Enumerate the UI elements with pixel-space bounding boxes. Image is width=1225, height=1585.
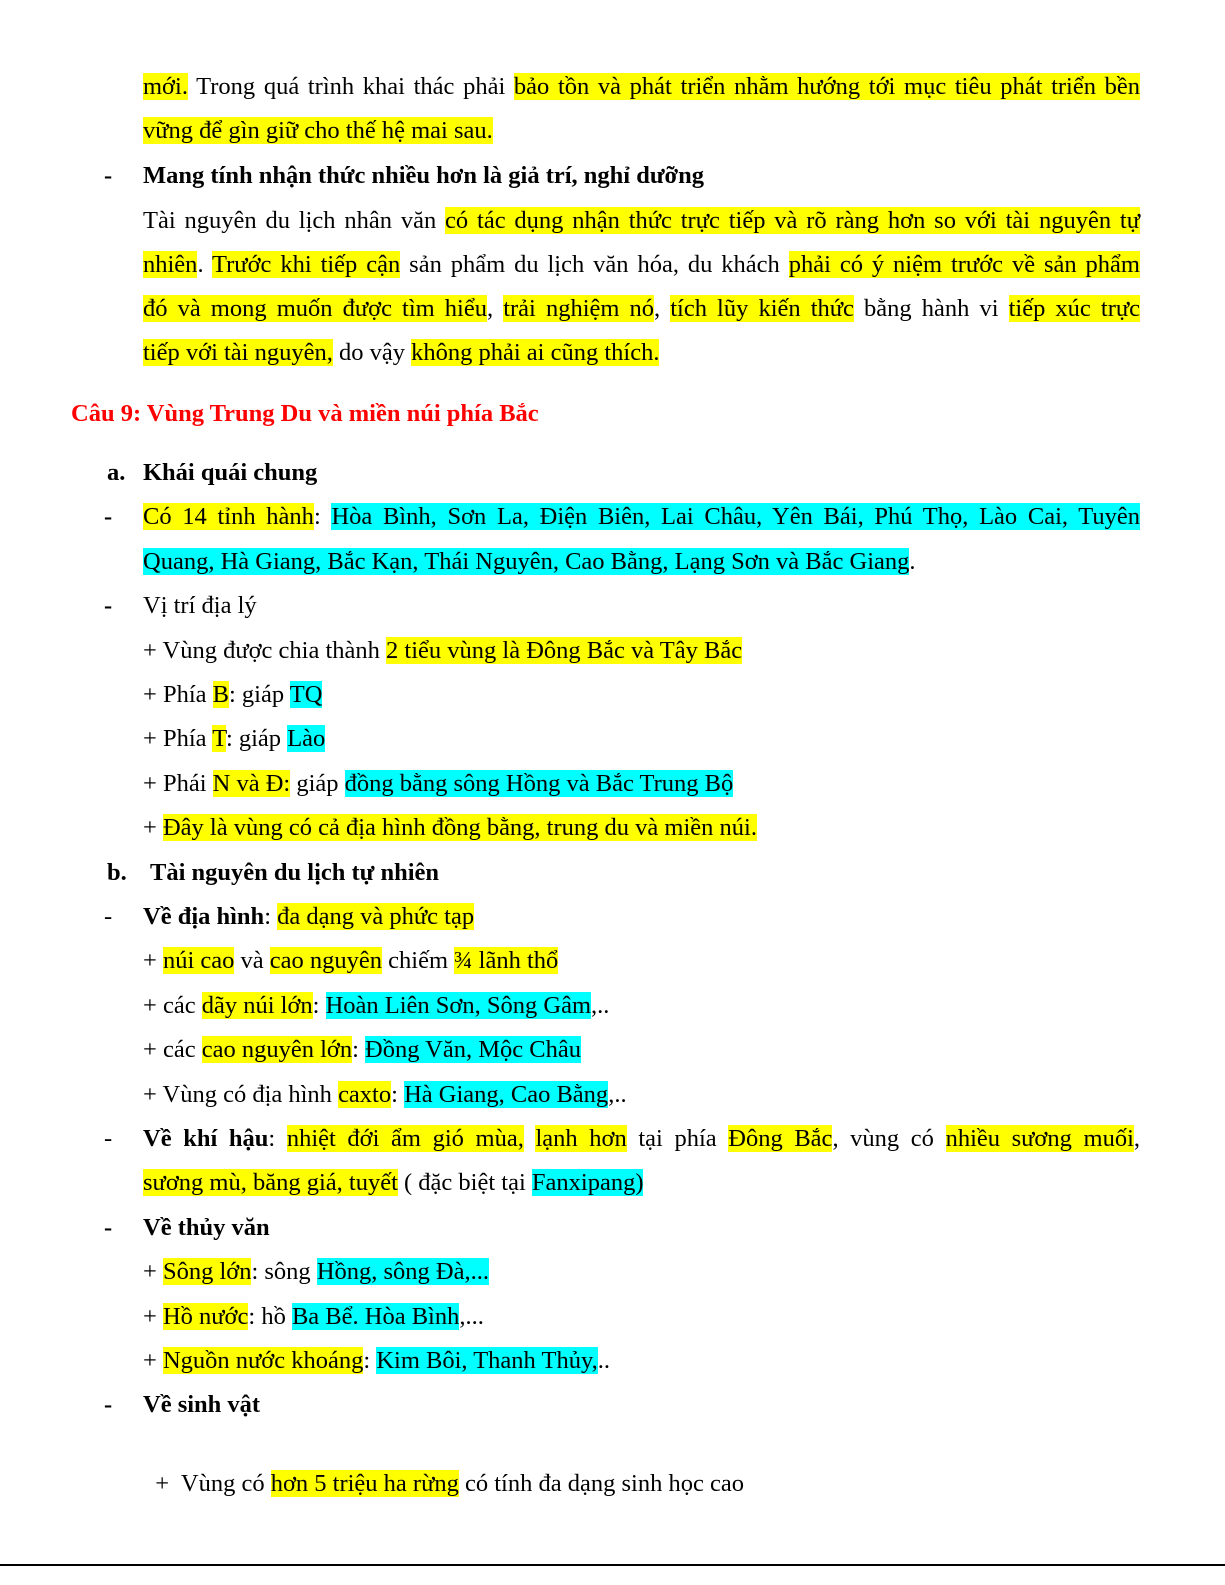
bullet-title: Mang tính nhận thức nhiều hơn là giả trí, nghỉ dưỡng [143,162,704,189]
text-run: + [143,1347,163,1374]
highlight-yellow: caxto [338,1081,392,1108]
highlight-yellow: B [212,681,229,708]
text-run: + các [143,1036,202,1063]
highlight-yellow: Nguồn nước khoáng [162,1347,364,1374]
paragraph-line [143,292,1140,326]
text-run: + Phía [143,725,213,752]
text-run: : [312,992,326,1019]
highlight-yellow: không phải ai cũng thích. [411,339,660,366]
text-run: : [363,1347,377,1374]
highlight-yellow: đó và mong muốn được tìm hiểu [143,295,487,322]
list-item [143,989,609,1023]
text-run: giáp [290,770,345,797]
highlight-yellow: nhiều sương muối [945,1125,1134,1152]
text-run: , [486,295,504,322]
paragraph-line [143,336,659,370]
list-item [143,1255,489,1289]
text-run: : giáp [225,725,288,752]
list-item [143,767,733,801]
bullet-dash: - [104,592,113,619]
highlight-yellow: đa dạng và phức tạp [277,903,475,930]
text-run: . [197,251,213,278]
section-title: Khái quái chung [143,459,318,486]
question-heading: Câu 9: Vùng Trung Du và miền núi phía Bắc [71,400,539,427]
highlight-yellow: Đông Bắc [728,1125,833,1152]
highlight-cyan: TQ [289,681,323,708]
text-run: + Vùng có địa hình [143,1081,339,1108]
highlight-cyan: Kim Bôi, Thanh Thủy, [376,1347,598,1374]
highlight-yellow: tiếp xúc trực [1008,295,1141,322]
text-run: + [143,1303,163,1330]
highlight-yellow: Có 14 tỉnh hành [143,503,314,530]
text-run [524,1125,536,1152]
text-run: .. [597,1347,610,1374]
highlight-yellow: T [212,725,226,752]
text-run: sản phẩm du lịch văn hóa, du khách [400,251,789,278]
page-bottom-rule [0,1564,1225,1566]
list-item [143,634,742,668]
text-run: + Vùng có [155,1470,271,1497]
text-run: có tính đa dạng sinh học cao [458,1470,744,1497]
bullet-title: Về khí hậu [143,1125,269,1152]
paragraph-line [143,114,493,148]
bullet-dash: - [104,1125,113,1152]
text-run: bằng hành vi [853,295,1009,322]
text-run: ,.. [608,1081,627,1108]
text-run: . [909,548,916,575]
section-title: Tài nguyên du lịch tự nhiên [150,859,440,886]
bullet-dash: - [104,1214,113,1241]
bullet-title: Vị trí địa lý [143,592,257,619]
text-run: + Vùng được chia thành [143,637,387,664]
text-run: : hồ [248,1303,292,1330]
highlight-yellow: lạnh hơn [535,1125,627,1152]
bullet-dash: - [104,903,113,930]
text-run: : [313,503,332,530]
text-run: + [143,814,163,841]
text-run: ,... [459,1303,484,1330]
bullet-dash: - [104,503,113,530]
highlight-yellow: Sông lớn [162,1258,252,1285]
list-item [143,944,558,978]
text-run: + Phía [143,681,213,708]
highlight-cyan: đồng bằng sông Hồng và Bắc Trung Bộ [344,770,734,797]
text-run: + các [143,992,202,1019]
bullet-title: Về sinh vật [143,1391,261,1418]
highlight-yellow: cao nguyên [269,947,383,974]
bullet-title: Về thủy văn [143,1214,270,1241]
text-run: , [1133,1125,1140,1152]
paragraph-line [143,500,1140,534]
highlight-cyan: Hoàn Liên Sơn, Sông Gâm [325,992,592,1019]
list-item [143,722,325,756]
highlight-cyan: Fanxipang) [531,1169,644,1196]
highlight-yellow: núi cao [162,947,235,974]
bullet-dash: - [104,1391,113,1418]
list-item [143,678,322,712]
text-run: + [143,1258,163,1285]
list-item [143,811,757,845]
highlight-cyan: Hồng, sông Đà,... [316,1258,489,1285]
highlight-yellow: có tác dụng nhận thức trực tiếp và rõ ràng hơn so với tài nguyên tự [445,207,1141,234]
highlight-yellow: ¾ lãnh thổ [454,947,559,974]
text-run: , vùng có [832,1125,946,1152]
text-run: : [352,1036,366,1063]
bullet-line [143,1122,1140,1156]
text-run: Tài nguyên du lịch nhân văn [143,207,446,234]
section-label: b. [107,859,127,886]
text-run: ( đặc biệt tại [397,1169,532,1196]
list-item [143,1344,610,1378]
text-run: tại phía [626,1125,729,1152]
list-item [143,1300,484,1334]
text-run: , [654,295,671,322]
highlight-cyan: Quang, Hà Giang, Bắc Kạn, Thái Nguyên, Cao Bằng, Lạng Sơn và Bắc Giang [143,548,910,575]
highlight-yellow: tiếp với tài nguyên, [143,339,333,366]
text-run: : [391,1081,405,1108]
bullet-title: Về địa hình [143,903,265,930]
text-run: + [143,947,163,974]
highlight-yellow: mới. [143,73,188,100]
highlight-cyan: Hà Giang, Cao Bằng [404,1081,609,1108]
text-run: Trong quá trình khai thác phải [187,73,514,100]
highlight-yellow: tích lũy kiến thức [670,295,854,322]
section-label: a. [107,459,126,486]
highlight-yellow: sương mù, băng giá, tuyết [143,1169,398,1196]
highlight-cyan: Đồng Văn, Mộc Châu [365,1036,581,1063]
text-run: ,.. [591,992,610,1019]
highlight-yellow: dãy núi lớn [201,992,313,1019]
paragraph-line [143,204,1140,238]
text-run: và [234,947,270,974]
list-item [143,1433,744,1497]
highlight-yellow: phải có ý niệm trước về sản phẩm [788,251,1140,278]
highlight-yellow: hơn 5 triệu ha rừng [270,1470,459,1497]
text-run: chiếm [382,947,455,974]
text-run: : giáp [228,681,290,708]
text-run: do vậy [332,339,412,366]
paragraph-line [143,1166,643,1200]
highlight-cyan: Hòa Bình, Sơn La, Điện Biên, Lai Châu, Yên Bái, Phú Thọ, Lào Cai, Tuyên [331,503,1140,530]
paragraph-line [143,545,916,579]
list-item [143,1078,627,1112]
highlight-yellow: 2 tiểu vùng là Đông Bắc và Tây Bắc [386,637,743,664]
paragraph-line [143,248,1140,282]
highlight-yellow: Hồ nước [162,1303,249,1330]
highlight-cyan: Ba Bể. Hòa Bình [291,1303,460,1330]
highlight-yellow: cao nguyên lớn [201,1036,353,1063]
text-run: : sông [251,1258,317,1285]
bullet-dash: - [104,162,113,189]
text-run: : [264,903,278,930]
highlight-yellow: Đây là vùng có cả địa hình đồng bằng, trung du và miền núi. [162,814,757,841]
highlight-yellow: nhiệt đới ẩm gió mùa, [286,1125,524,1152]
highlight-yellow: trải nghiệm nó [503,295,655,322]
paragraph-line [143,70,1140,104]
highlight-yellow: bảo tồn và phát triển nhằm hướng tới mục tiêu phát triển bền [513,73,1140,100]
highlight-yellow: Trước khi tiếp cận [212,251,401,278]
highlight-yellow: nhiên [143,251,198,278]
highlight-yellow: vững để gìn giữ cho thế hệ mai sau. [143,117,493,144]
list-item [143,1033,581,1067]
bullet-line [143,900,474,934]
highlight-yellow: N và Đ: [212,770,291,797]
text-run: + Phái [143,770,213,797]
highlight-cyan: Lào [287,725,326,752]
text-run: : [268,1125,287,1152]
